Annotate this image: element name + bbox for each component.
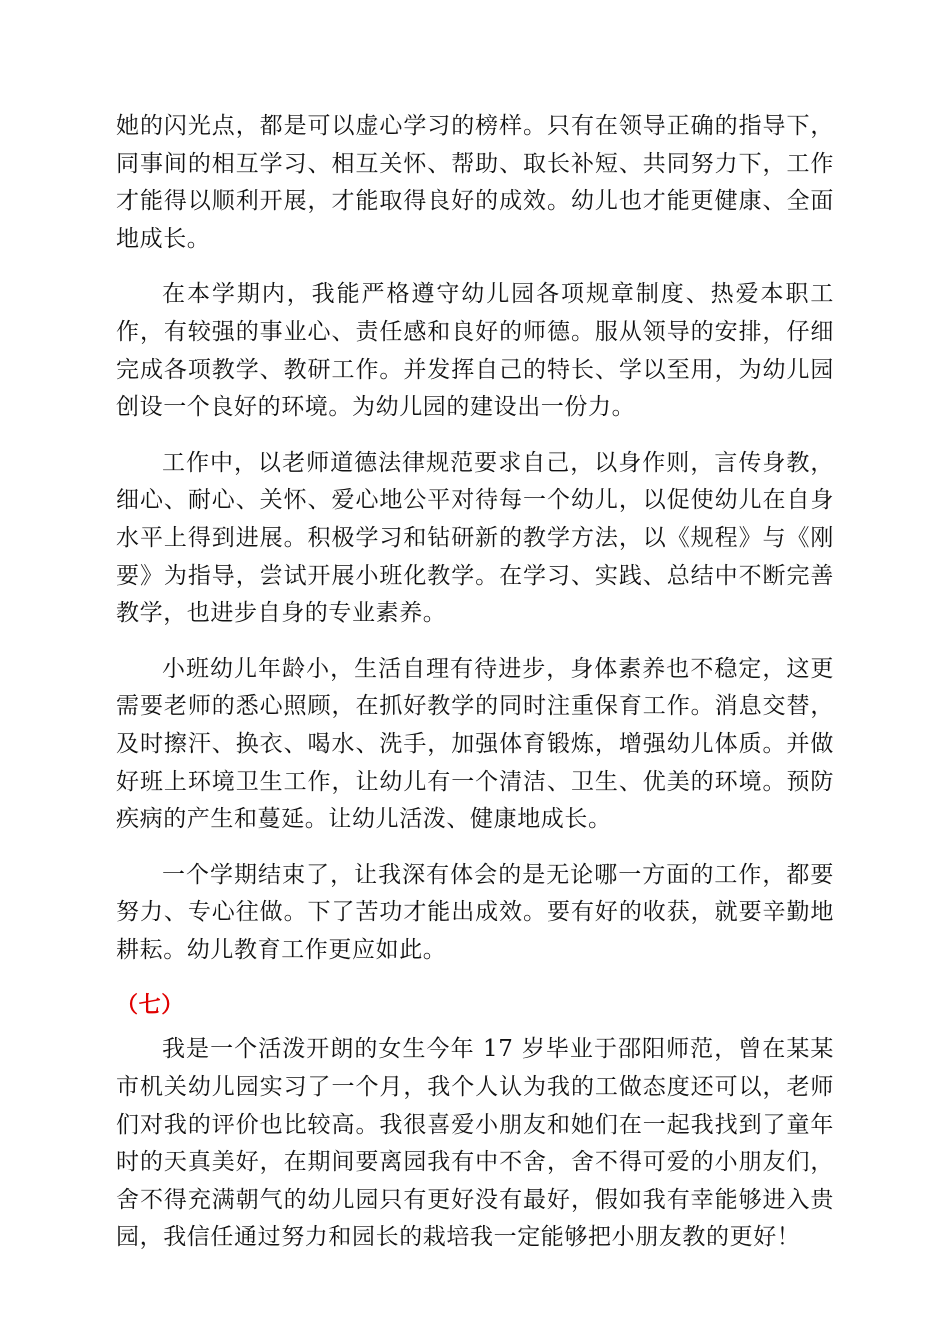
paragraph-1: 她的闪光点，都是可以虚心学习的榜样。只有在领导正确的指导下，同事间的相互学习、相互关怀、帮助、取长补短、共同努力下，工作才能得以顺利开展，才能取得良好的成效。幼儿也才能更健康、全面地成长。 bbox=[116, 113, 834, 252]
paragraph-2: 在本学期内，我能严格遵守幼儿园各项规章制度、热爱本职工作，有较强的事业心、责任感和良好的师德。服从领导的安排，仔细完成各项教学、教研工作。并发挥自己的特长、学以至用，为幼儿园创设一个良好的环境。为幼儿园的建设出一份力。 bbox=[116, 281, 834, 421]
paragraph-4: 小班幼儿年龄小，生活自理有待进步，身体素养也不稳定，这更需要老师的悉心照顾，在抓好教学的同时注重保育工作。消息交替，及时擦汗、换衣、喝水、洗手，加强体育锻炼，增强幼儿体质。并做好班上环境卫生工作，让幼儿有一个清洁、卫生、优美的环境。预防疾病的产生和蔓延。让幼儿活泼、健康地成长。 bbox=[116, 655, 834, 833]
paragraph-3: 工作中，以老师道德法律规范要求自己，以身作则，言传身教，细心、耐心、关怀、爱心地公平对待每一个幼儿，以促使幼儿在自身水平上得到进展。积极学习和钻研新的教学方法，以《规程》与《刚要》为指导，尝试开展小班化教学。在学习、实践、总结中不断完善教学，也进步自身的专业素养。 bbox=[116, 449, 834, 627]
paragraph-5: 一个学期结束了，让我深有体会的是无论哪一方面的工作，都要努力、专心往做。下了苦功才能出成效。要有好的收获，就要辛勤地耕耘。幼儿教育工作更应如此。 bbox=[116, 861, 834, 963]
paragraph-6: 我是一个活泼开朗的女生今年 17 岁毕业于邵阳师范，曾在某某市机关幼儿园实习了一个月，我个人认为我的工做态度还可以，老师们对我的评价也比较高。我很喜爱小朋友和她们在一起我找到了童年时的天真美好，在期间要离园我有中不舍，舍不得可爱的小朋友们，舍不得充满朝气的幼儿园只有更好没有最好，假如我有幸能够进入贵园，我信任通过努力和园长的栽培我一定能够把小朋友教的更好！ bbox=[116, 1036, 834, 1251]
section-heading: （七） bbox=[116, 993, 184, 1019]
document-body bbox=[116, 108, 834, 1275]
